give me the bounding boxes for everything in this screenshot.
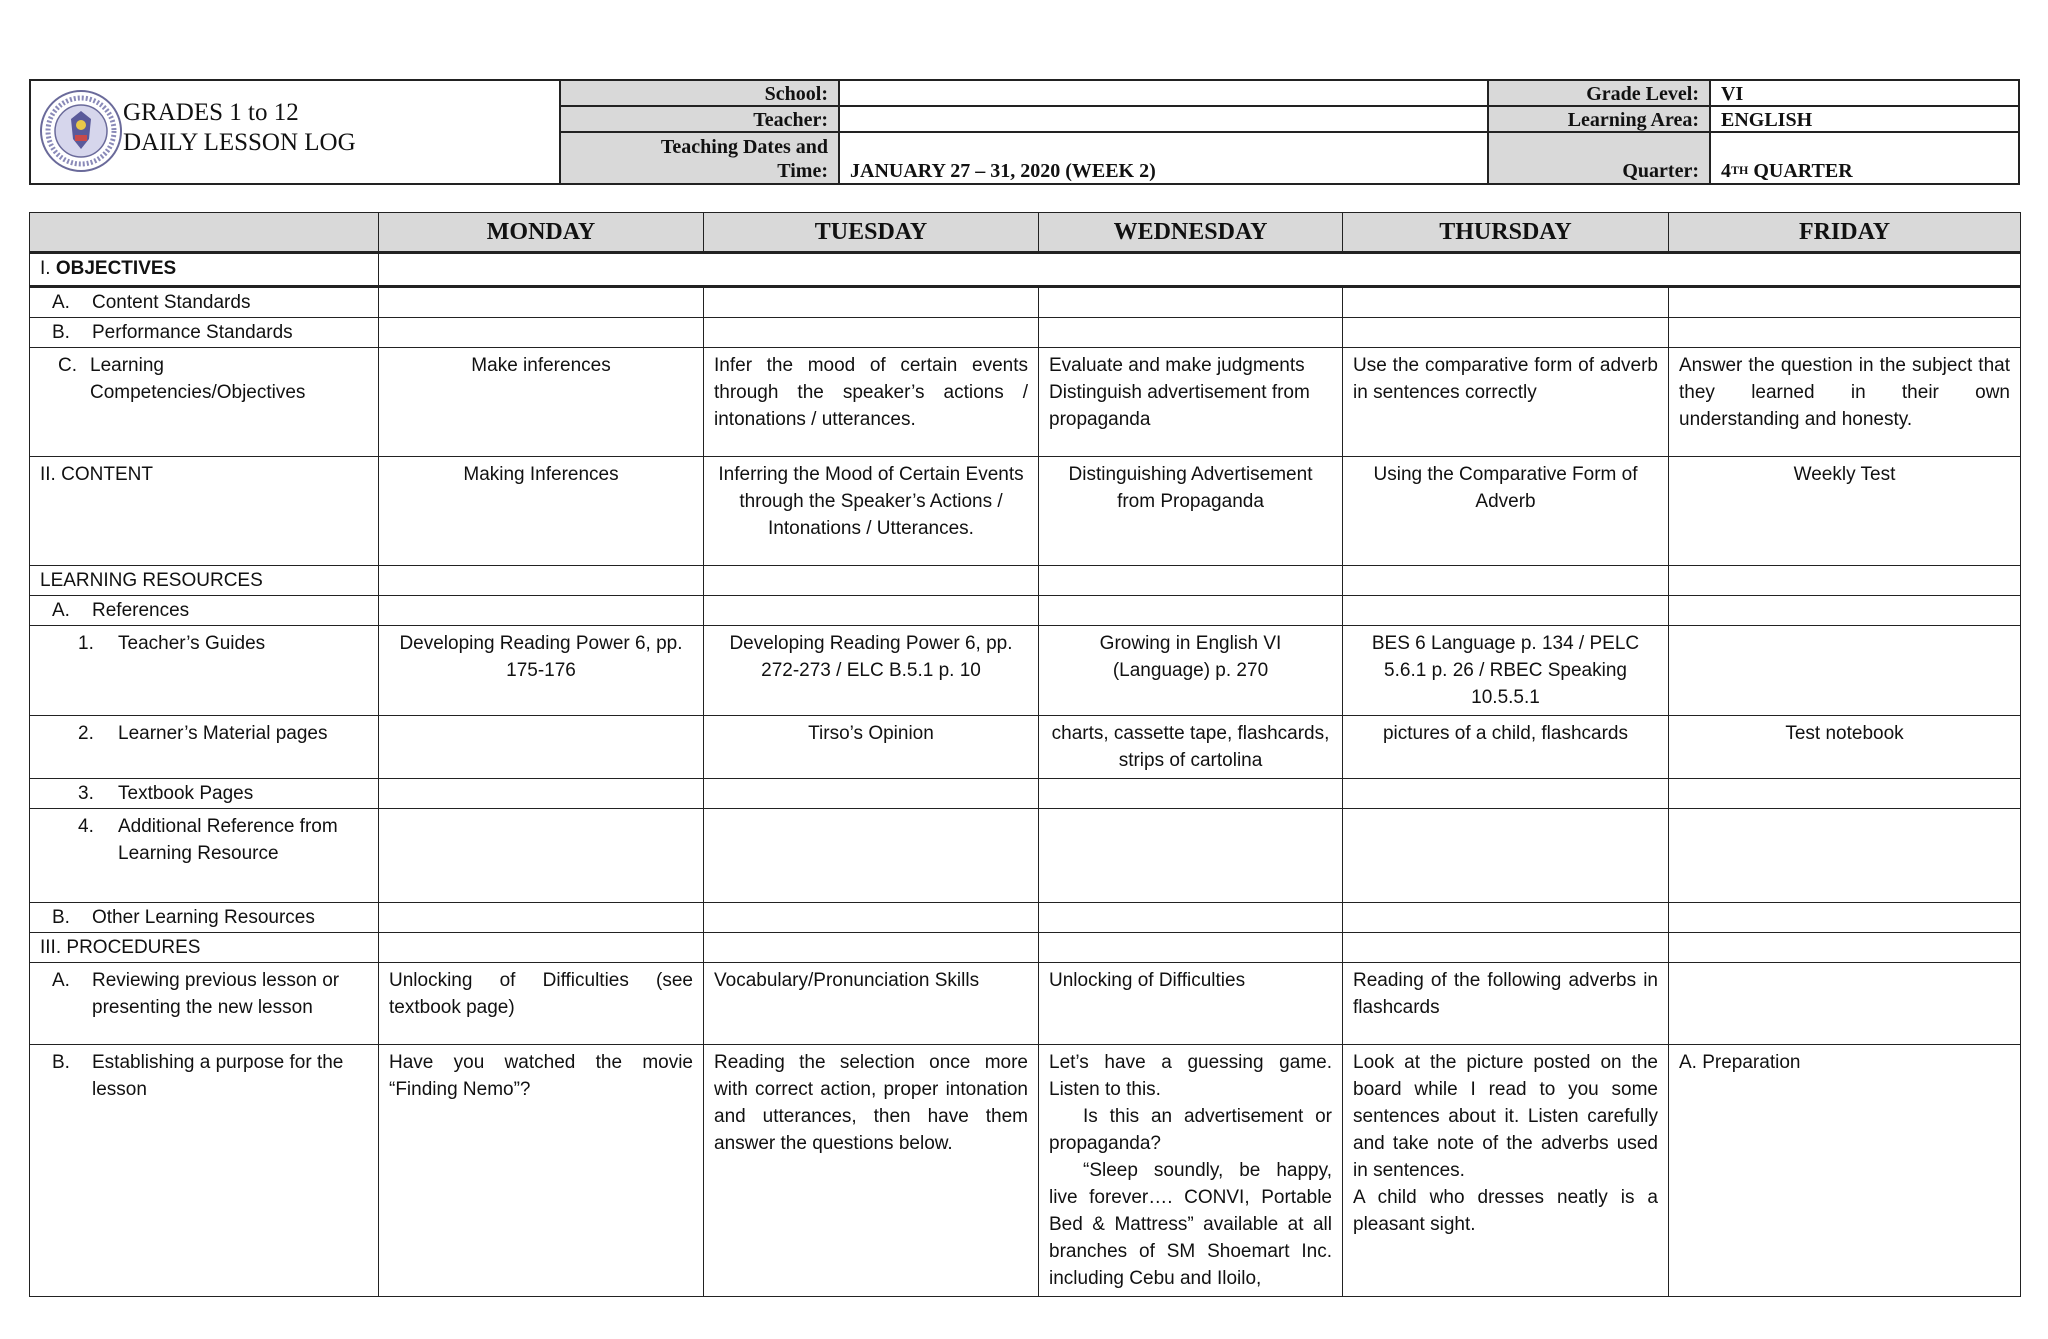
- content-row: [30, 457, 2021, 566]
- content-label: II. CONTENT: [30, 457, 379, 566]
- teaching-dates-field[interactable]: JANUARY 27 – 31, 2020 (WEEK 2): [840, 133, 1489, 183]
- learning-resources-row: [30, 566, 2021, 596]
- quarter-number: 4: [1721, 160, 1731, 182]
- performance-standards-thursday[interactable]: [1343, 318, 1669, 348]
- learners-material-text: Learner’s Material pages: [118, 723, 328, 744]
- learners-material-thursday[interactable]: pictures of a child, flashcards: [1343, 716, 1669, 779]
- quarter-suffix: TH: [1731, 163, 1749, 177]
- textbook-pages-friday[interactable]: [1669, 779, 2021, 809]
- other-resources-text: Other Learning Resources: [92, 907, 315, 928]
- references-monday[interactable]: [379, 596, 704, 626]
- learners-material-tuesday[interactable]: Tirso’s Opinion: [704, 716, 1039, 779]
- teacher-field[interactable]: [840, 107, 1489, 133]
- learning-resources-wednesday[interactable]: [1039, 566, 1343, 596]
- learning-area-label: Learning Area:: [1489, 107, 1711, 133]
- learners-material-row: [30, 716, 2021, 779]
- content-tuesday[interactable]: Inferring the Mood of Certain Events through the Speaker’s Actions / Intonations / Utterances.: [704, 457, 1039, 566]
- content-standards-thursday[interactable]: [1343, 287, 1669, 318]
- teachers-guides-thursday[interactable]: BES 6 Language p. 134 / PELC 5.6.1 p. 26 / RBEC Speaking 10.5.5.1: [1343, 626, 1669, 716]
- purpose-friday[interactable]: A. Preparation: [1669, 1045, 2021, 1297]
- reviewing-wednesday[interactable]: Unlocking of Difficulties: [1039, 963, 1343, 1045]
- additional-reference-monday[interactable]: [379, 809, 704, 903]
- purpose-thursday-p1: Look at the picture posted on the board while I read to you some sentences about it. Listen carefully and take note of the adverbs used in sentences.: [1353, 1052, 1658, 1181]
- day-header-friday: FRIDAY: [1669, 213, 2021, 253]
- references-wednesday[interactable]: [1039, 596, 1343, 626]
- additional-reference-tuesday[interactable]: [704, 809, 1039, 903]
- objectives-span-cell: [379, 253, 2021, 287]
- additional-reference-row: [30, 809, 2021, 903]
- learning-resources-label: LEARNING RESOURCES: [30, 566, 379, 596]
- other-resources-wednesday[interactable]: [1039, 903, 1343, 933]
- dates-label-line2: Time:: [777, 160, 828, 182]
- quarter-label: Quarter:: [1489, 133, 1711, 183]
- performance-standards-num: B.: [52, 322, 70, 343]
- procedures-tuesday[interactable]: [704, 933, 1039, 963]
- objectives-label: [30, 253, 379, 287]
- purpose-thursday-p2: A child who dresses neatly is a pleasant sight.: [1353, 1187, 1658, 1235]
- day-header-thursday: THURSDAY: [1343, 213, 1669, 253]
- teachers-guides-tuesday[interactable]: Developing Reading Power 6, pp. 272-273 / ELC B.5.1 p. 10: [704, 626, 1039, 716]
- competencies-monday[interactable]: Make inferences: [379, 348, 704, 457]
- performance-standards-text: Performance Standards: [92, 322, 293, 343]
- purpose-monday[interactable]: Have you watched the movie “Finding Nemo”?: [379, 1045, 704, 1297]
- other-resources-tuesday[interactable]: [704, 903, 1039, 933]
- lesson-log-table: [29, 212, 2021, 1297]
- school-field[interactable]: [840, 81, 1489, 107]
- references-text: References: [92, 600, 190, 621]
- content-standards-friday[interactable]: [1669, 287, 2021, 318]
- content-friday[interactable]: Weekly Test: [1669, 457, 2021, 566]
- content-standards-num: A.: [52, 292, 70, 313]
- purpose-wednesday-p1: Let’s have a guessing game. Listen to this.: [1049, 1052, 1332, 1100]
- reviewing-num: A.: [52, 970, 70, 991]
- references-tuesday[interactable]: [704, 596, 1039, 626]
- competencies-tuesday[interactable]: Infer the mood of certain events through the speaker’s actions / intonations / utterances.: [704, 348, 1039, 457]
- header-title-line1: GRADES 1 to 12: [123, 99, 299, 126]
- textbook-pages-label: [30, 779, 379, 809]
- objectives-row: [30, 253, 2021, 287]
- other-resources-label: [30, 903, 379, 933]
- additional-reference-wednesday[interactable]: [1039, 809, 1343, 903]
- objectives-prefix: I.: [40, 258, 56, 279]
- content-standards-tuesday[interactable]: [704, 287, 1039, 318]
- purpose-wednesday[interactable]: [1039, 1045, 1343, 1297]
- purpose-thursday[interactable]: [1343, 1045, 1669, 1297]
- competencies-friday[interactable]: Answer the question in the subject that they learned in their own understanding and honesty.: [1669, 348, 2021, 457]
- dates-label-line1: Teaching Dates and: [660, 136, 828, 158]
- other-resources-num: B.: [52, 907, 70, 928]
- textbook-pages-monday[interactable]: [379, 779, 704, 809]
- learning-resources-monday[interactable]: [379, 566, 704, 596]
- content-standards-label: [30, 287, 379, 318]
- day-header-monday: MONDAY: [379, 213, 704, 253]
- learners-material-label: [30, 716, 379, 779]
- reviewing-text: Reviewing previous lesson or presenting the new lesson: [92, 970, 340, 1018]
- references-label: [30, 596, 379, 626]
- quarter-word: QUARTER: [1748, 160, 1853, 182]
- other-resources-monday[interactable]: [379, 903, 704, 933]
- teachers-guides-monday[interactable]: Developing Reading Power 6, pp. 175-176: [379, 626, 704, 716]
- other-resources-row: [30, 903, 2021, 933]
- teachers-guides-label: [30, 626, 379, 716]
- content-standards-text: Content Standards: [92, 292, 251, 313]
- learning-resources-friday[interactable]: [1669, 566, 2021, 596]
- grade-level-label: Grade Level:: [1489, 81, 1711, 107]
- purpose-tuesday[interactable]: Reading the selection once more with correct action, proper intonation and utterances, then have them answer the questions below.: [704, 1045, 1039, 1297]
- competencies-num: C.: [58, 355, 77, 376]
- textbook-pages-thursday[interactable]: [1343, 779, 1669, 809]
- competencies-text-line1: Learning: [90, 355, 164, 376]
- learning-resources-tuesday[interactable]: [704, 566, 1039, 596]
- learners-material-num: 2.: [78, 723, 94, 744]
- learners-material-wednesday[interactable]: charts, cassette tape, flashcards, strips of cartolina: [1039, 716, 1343, 779]
- learners-material-monday[interactable]: [379, 716, 704, 779]
- procedures-label: III. PROCEDURES: [30, 933, 379, 963]
- procedures-row: [30, 933, 2021, 963]
- content-standards-row: [30, 287, 2021, 318]
- competencies-wednesday[interactable]: Evaluate and make judgments Distinguish advertisement from propaganda: [1039, 348, 1343, 457]
- competencies-thursday[interactable]: Use the comparative form of adverb in sentences correctly: [1343, 348, 1669, 457]
- references-num: A.: [52, 600, 70, 621]
- content-standards-monday[interactable]: [379, 287, 704, 318]
- reviewing-tuesday[interactable]: Vocabulary/Pronunciation Skills: [704, 963, 1039, 1045]
- day-header-blank: [30, 213, 379, 253]
- performance-standards-friday[interactable]: [1669, 318, 2021, 348]
- purpose-num: B.: [52, 1052, 70, 1073]
- reviewing-friday[interactable]: [1669, 963, 2021, 1045]
- other-resources-friday[interactable]: [1669, 903, 2021, 933]
- teachers-guides-row: [30, 626, 2021, 716]
- school-label: School:: [561, 81, 840, 107]
- reviewing-label: [30, 963, 379, 1045]
- purpose-wednesday-p3: “Sleep soundly, be happy, live forever…. CONVI, Portable Bed & Mattress” available at all branches of SM Shoemart Inc. including Cebu and Iloilo,: [1049, 1160, 1332, 1289]
- dates-label: [561, 133, 840, 183]
- teachers-guides-friday[interactable]: [1669, 626, 2021, 716]
- purpose-text: Establishing a purpose for the lesson: [92, 1052, 344, 1100]
- teachers-guides-num: 1.: [78, 633, 94, 654]
- content-wednesday[interactable]: Distinguishing Advertisement from Propaganda: [1039, 457, 1343, 566]
- textbook-pages-text: Textbook Pages: [118, 783, 254, 804]
- grade-level-field[interactable]: VI: [1711, 81, 2018, 107]
- additional-reference-label: [30, 809, 379, 903]
- deped-seal-icon: [39, 89, 123, 173]
- performance-standards-tuesday[interactable]: [704, 318, 1039, 348]
- competencies-text-line2: Competencies/Objectives: [90, 382, 306, 403]
- content-thursday[interactable]: Using the Comparative Form of Adverb: [1343, 457, 1669, 566]
- teacher-label-text: Teacher:: [753, 109, 828, 131]
- competencies-label: [30, 348, 379, 457]
- textbook-pages-num: 3.: [78, 783, 94, 804]
- procedures-wednesday[interactable]: [1039, 933, 1343, 963]
- header-title-block: [31, 81, 561, 183]
- references-thursday[interactable]: [1343, 596, 1669, 626]
- lesson-log-header: [29, 79, 2020, 185]
- additional-reference-friday[interactable]: [1669, 809, 2021, 903]
- day-header-wednesday: WEDNESDAY: [1039, 213, 1343, 253]
- performance-standards-label: [30, 318, 379, 348]
- purpose-row: [30, 1045, 2021, 1297]
- textbook-pages-wednesday[interactable]: [1039, 779, 1343, 809]
- other-resources-thursday[interactable]: [1343, 903, 1669, 933]
- additional-reference-thursday[interactable]: [1343, 809, 1669, 903]
- competencies-row: [30, 348, 2021, 457]
- learning-resources-thursday[interactable]: [1343, 566, 1669, 596]
- day-header-tuesday: TUESDAY: [704, 213, 1039, 253]
- procedures-thursday[interactable]: [1343, 933, 1669, 963]
- learners-material-friday[interactable]: Test notebook: [1669, 716, 2021, 779]
- performance-standards-monday[interactable]: [379, 318, 704, 348]
- performance-standards-wednesday[interactable]: [1039, 318, 1343, 348]
- textbook-pages-tuesday[interactable]: [704, 779, 1039, 809]
- additional-reference-text: Additional Reference from Learning Resource: [118, 816, 338, 864]
- header-title-line2: DAILY LESSON LOG: [123, 129, 356, 156]
- objectives-heading: OBJECTIVES: [55, 258, 177, 279]
- reviewing-thursday[interactable]: Reading of the following adverbs in flashcards: [1343, 963, 1669, 1045]
- purpose-wednesday-p2: Is this an advertisement or propaganda?: [1049, 1106, 1332, 1154]
- quarter-field[interactable]: [1711, 133, 2018, 183]
- procedures-monday[interactable]: [379, 933, 704, 963]
- purpose-label: [30, 1045, 379, 1297]
- textbook-pages-row: [30, 779, 2021, 809]
- teachers-guides-text: Teacher’s Guides: [118, 633, 266, 654]
- teachers-guides-wednesday[interactable]: Growing in English VI (Language) p. 270: [1039, 626, 1343, 716]
- performance-standards-row: [30, 318, 2021, 348]
- additional-reference-num: 4.: [78, 816, 94, 837]
- day-header-row: [30, 213, 2021, 253]
- learning-area-field[interactable]: ENGLISH: [1711, 107, 2018, 133]
- reviewing-row: [30, 963, 2021, 1045]
- content-monday[interactable]: Making Inferences: [379, 457, 704, 566]
- references-row: [30, 596, 2021, 626]
- procedures-friday[interactable]: [1669, 933, 2021, 963]
- reviewing-monday[interactable]: Unlocking of Difficulties (see textbook page): [379, 963, 704, 1045]
- content-standards-wednesday[interactable]: [1039, 287, 1343, 318]
- references-friday[interactable]: [1669, 596, 2021, 626]
- teacher-label: [561, 107, 840, 133]
